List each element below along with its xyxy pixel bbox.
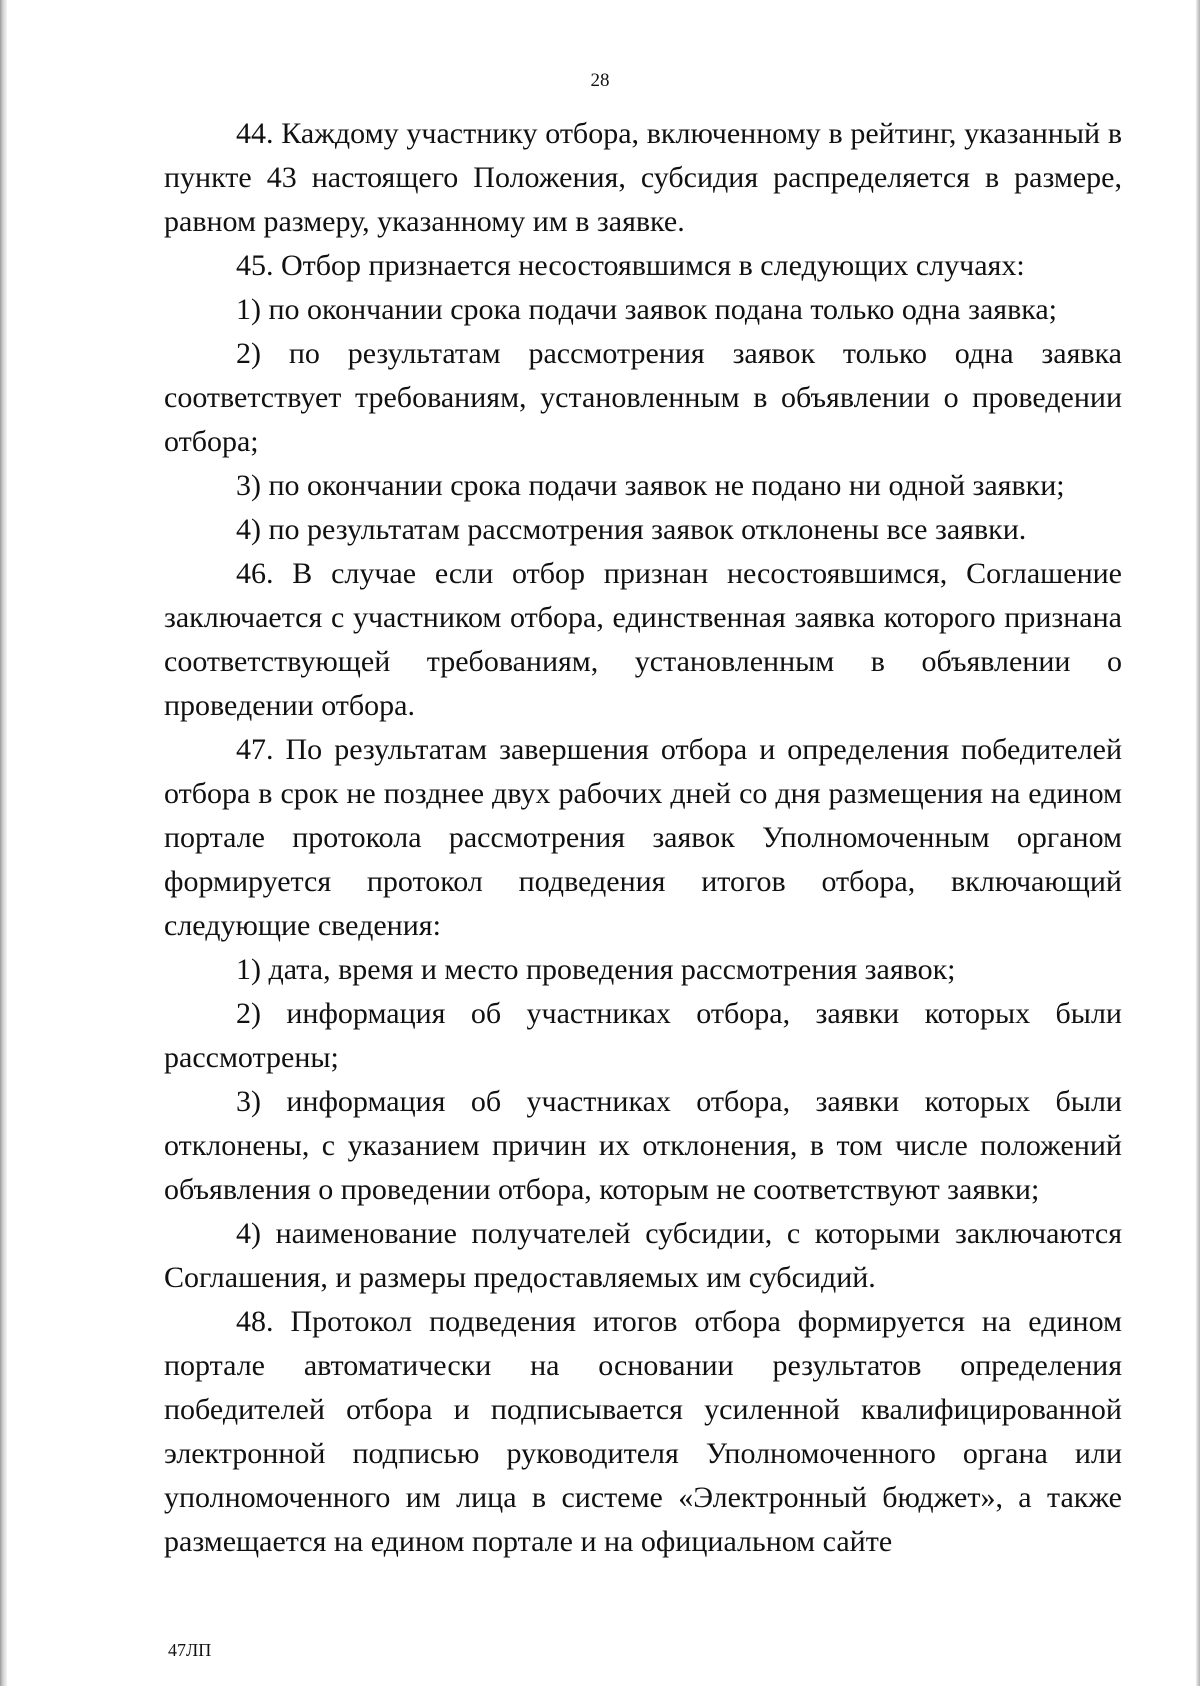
footer-document-code: 47ЛП (168, 1640, 212, 1660)
paragraph-47-item-4: 4) наименование получателей субсидии, с которыми заключаются Соглашения, и размеры предоставляемых им субсидий. (164, 1217, 1122, 1294)
paragraph-44: 44. Каждому участнику отбора, включенному в рейтинг, указанный в пункте 43 настоящего Положения, субсидия распределяется в размере, равном размеру, указанному им в заявке. (164, 117, 1122, 238)
paragraph-47-item-3: 3) информация об участниках отбора, заявки которых были отклонены, с указанием причин их отклонения, в том числе положений объявления о проведении отбора, которым не соответствуют заявки; (164, 1085, 1122, 1206)
scan-edge-left (0, 0, 7, 1686)
document-body (164, 112, 1122, 1564)
paragraph-45-item-3: 3) по окончании срока подачи заявок не подано ни одной заявки; (236, 469, 1065, 502)
paragraph-45: 45. Отбор признается несостоявшимся в следующих случаях: (236, 249, 1025, 282)
paragraph-45-item-4: 4) по результатам рассмотрения заявок отклонены все заявки. (236, 513, 1027, 546)
paragraph-48: 48. Протокол подведения итогов отбора формируется на едином портале автоматически на основании результатов определения победителей отбора и подписывается усиленной квалифицированной электронной подписью руководителя Уполномоченного органа или уполномоченного им лица в системе «Электронный бюджет», а также размещается на едином портале и на официальном сайте (164, 1305, 1122, 1558)
scan-edge-right (1196, 0, 1200, 1686)
page-number: 28 (590, 70, 610, 91)
paragraph-47-item-2: 2) информация об участниках отбора, заявки которых были рассмотрены; (164, 997, 1122, 1074)
paragraph-45-item-1: 1) по окончании срока подачи заявок подана только одна заявка; (236, 293, 1058, 326)
paragraph-46: 46. В случае если отбор признан несостоявшимся, Соглашение заключается с участником отбора, единственная заявка которого признана соответствующей требованиям, установленным в объявлении о проведении отбора. (164, 557, 1122, 722)
paragraph-45-item-2: 2) по результатам рассмотрения заявок только одна заявка соответствует требованиям, установленным в объявлении о проведении отбора; (164, 337, 1122, 458)
paragraph-47: 47. По результатам завершения отбора и определения победителей отбора в срок не позднее двух рабочих дней со дня размещения на едином портале протокола рассмотрения заявок Уполномоченным органом формируется протокол подведения итогов отбора, включающий следующие сведения: (164, 733, 1122, 942)
paragraph-47-item-1: 1) дата, время и место проведения рассмотрения заявок; (236, 953, 956, 986)
